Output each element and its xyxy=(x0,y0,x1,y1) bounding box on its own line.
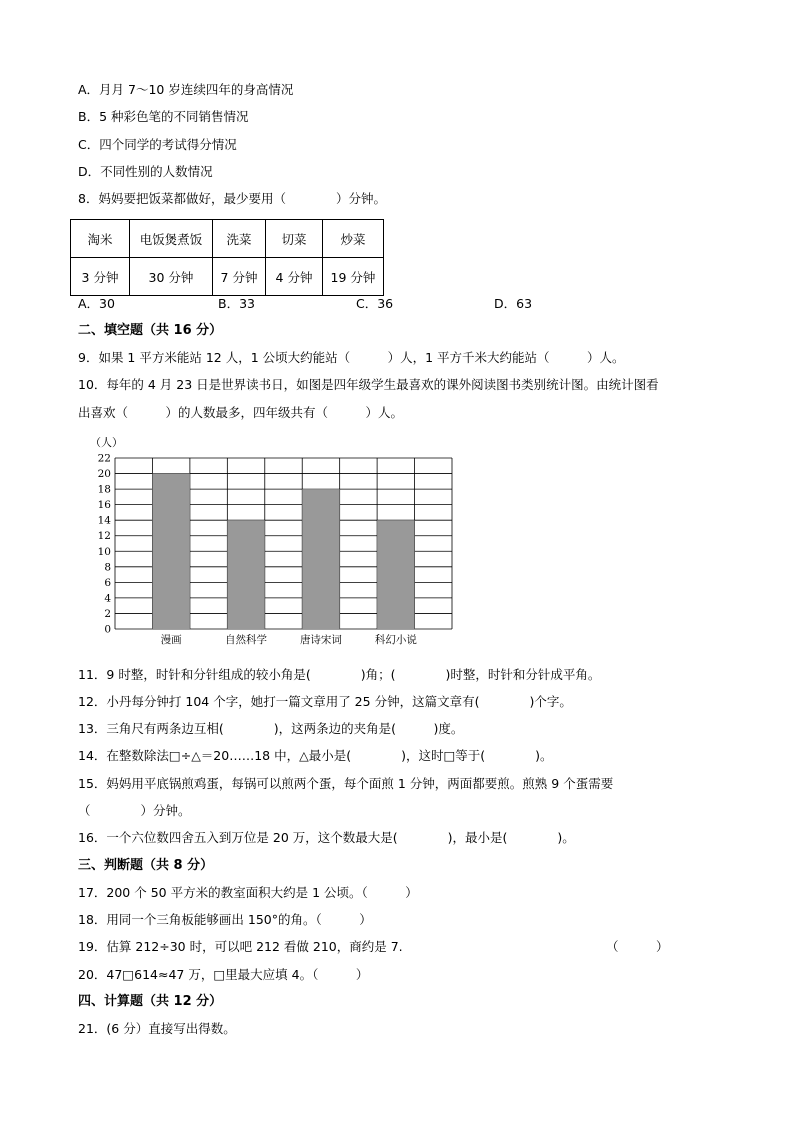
y-tick-label: 14 xyxy=(97,514,111,527)
q11-text: 11．9 时整，时针和分针组成的较小角是( )角；( )时整，时针和分针成平角。 xyxy=(78,667,601,682)
table-cell: 7 分钟 xyxy=(213,258,266,296)
q13-text: 13．三角尺有两条边互相( )，这两条边的夹角是( )度。 xyxy=(78,721,464,736)
y-axis-ticks xyxy=(98,453,112,636)
y-tick-label: 4 xyxy=(104,592,111,605)
y-tick-label: 12 xyxy=(97,530,111,543)
table-row xyxy=(71,258,384,296)
y-tick-label: 20 xyxy=(97,468,111,481)
table-cell: 电饭煲煮饭 xyxy=(130,220,213,258)
table-cell: 3 分钟 xyxy=(71,258,130,296)
y-tick-label: 22 xyxy=(97,452,111,465)
q21-text: 21．(6 分）直接写出得数。 xyxy=(78,1021,236,1036)
q14-text: 14．在整数除法□÷△＝20……18 中，△最小是( )，这时□等于( )。 xyxy=(78,748,553,763)
cooking-time-table xyxy=(70,219,384,296)
x-tick-label: 唐诗宋词 xyxy=(299,634,342,646)
q10-text-line1: 10．每年的 4 月 23 日是世界读书日，如图是四年级学生最喜欢的课外阅读图书类别统计图。由统计图看 xyxy=(78,377,659,392)
q7-option-a: A．月月 7～10 岁连续四年的身高情况 xyxy=(78,82,294,97)
q9-text: 9．如果 1 平方米能站 12 人，1 公顷大约能站（ ）人，1 平方千米大约能站（ ）人。 xyxy=(78,350,625,365)
q7-option-c: C．四个同学的考试得分情况 xyxy=(78,137,237,152)
q8-option-c: C．36 xyxy=(356,296,394,311)
y-tick-label: 18 xyxy=(97,483,111,496)
reading-preference-bar-chart xyxy=(80,430,480,650)
section-heading-fill-blank: 二、填空题（共 16 分） xyxy=(78,323,223,338)
q19-answer-paren: （ ） xyxy=(606,939,669,954)
bar-0 xyxy=(152,474,189,629)
y-tick-label: 2 xyxy=(104,607,111,620)
q8-text: 8．妈妈要把饭菜都做好，最少要用（ ）分钟。 xyxy=(78,191,386,206)
bar-1 xyxy=(227,520,264,629)
table-cell: 炒菜 xyxy=(323,220,384,258)
q16-text: 16．一个六位数四舍五入到万位是 20 万，这个数最大是( )，最小是( )。 xyxy=(78,830,575,845)
table-cell: 淘米 xyxy=(71,220,130,258)
x-tick-label: 科幻小说 xyxy=(374,634,417,646)
q19-text: 19．估算 212÷30 时，可以吧 212 看做 210，商约是 7. xyxy=(78,939,403,954)
q20-text: 20．47□614≈47 万，□里最大应填 4。（ ） xyxy=(78,967,369,982)
table-header-row xyxy=(71,220,384,258)
y-tick-label: 16 xyxy=(97,499,111,512)
y-tick-label: 6 xyxy=(104,576,111,589)
q12-text: 12．小丹每分钟打 104 个字，她打一篇文章用了 25 分钟，这篇文章有( )个字。 xyxy=(78,694,572,709)
bar-3 xyxy=(377,520,414,629)
y-tick-label: 0 xyxy=(104,623,111,636)
table-cell: 4 分钟 xyxy=(266,258,323,296)
q8-option-b: B．33 xyxy=(218,296,255,311)
q17-text: 17．200 个 50 平方米的教室面积大约是 1 公顷。（ ） xyxy=(78,885,418,900)
q18-text: 18．用同一个三角板能够画出 150°的角。（ ） xyxy=(78,912,372,927)
q10-text-line2: 出喜欢（ ）的人数最多，四年级共有（ ）人。 xyxy=(78,405,404,420)
q7-option-b: B．5 种彩色笔的不同销售情况 xyxy=(78,109,249,124)
y-tick-label: 10 xyxy=(97,545,111,558)
x-tick-label: 漫画 xyxy=(160,634,182,646)
table-cell: 洗菜 xyxy=(213,220,266,258)
q7-option-d: D．不同性别的人数情况 xyxy=(78,164,213,179)
bar-2 xyxy=(302,489,339,629)
table-cell: 19 分钟 xyxy=(323,258,384,296)
q8-option-a: A．30 xyxy=(78,296,115,311)
q15-text-line1: 15．妈妈用平底锅煎鸡蛋，每锅可以煎两个蛋，每个面煎 1 分钟，两面都要煎。煎熟 9 个蛋需要 xyxy=(78,776,614,791)
q15-text-line2: （ ）分钟。 xyxy=(78,803,191,818)
section-heading-judgement: 三、判断题（共 8 分） xyxy=(78,858,214,873)
q8-option-d: D．63 xyxy=(494,296,533,311)
table-cell: 30 分钟 xyxy=(130,258,213,296)
table-cell: 切菜 xyxy=(266,220,323,258)
x-tick-label: 自然科学 xyxy=(225,634,268,646)
section-heading-calculation: 四、计算题（共 12 分） xyxy=(78,994,223,1009)
y-tick-label: 8 xyxy=(104,561,111,574)
y-axis-unit-label: （人） xyxy=(90,436,123,449)
x-axis-labels xyxy=(161,633,418,646)
